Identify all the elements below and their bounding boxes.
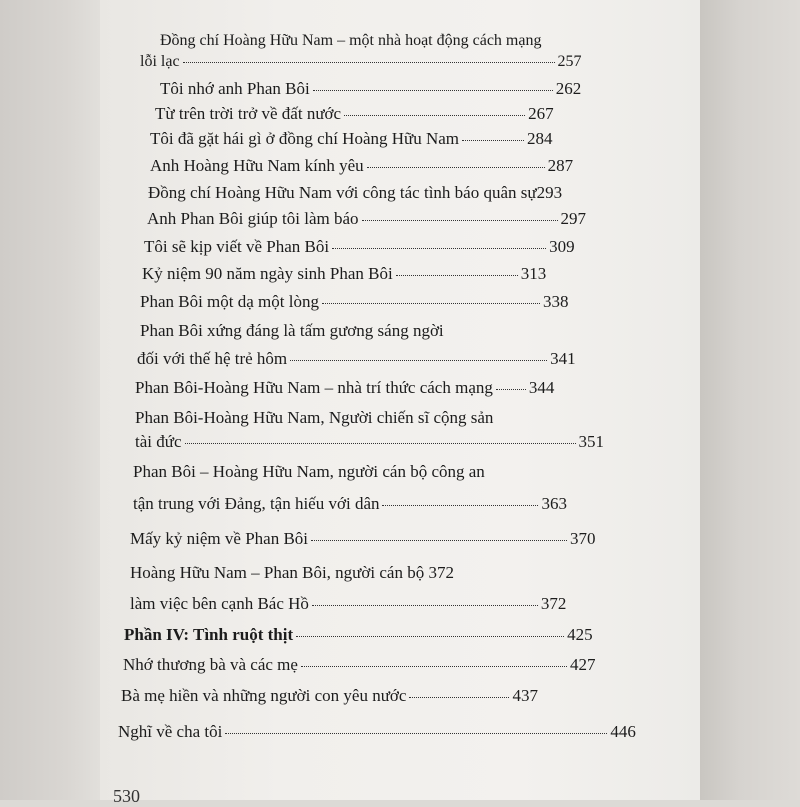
toc-entry: Nhớ thương bà và các mẹ 427 <box>123 655 596 674</box>
page-number: 370 <box>570 529 596 548</box>
toc-entry-text: Phan Bôi-Hoàng Hữu Nam, Người chiến sĩ cộng sản <box>135 408 494 427</box>
page-number: 446 <box>610 722 636 741</box>
dot-leader <box>225 733 607 734</box>
toc-entry: Tôi nhớ anh Phan Bôi 262 <box>160 79 582 98</box>
dot-leader <box>290 360 547 361</box>
toc-entry: làm việc bên cạnh Bác Hồ 372 <box>130 594 567 613</box>
dot-leader <box>296 636 564 637</box>
section-heading: Phần IV: Tình ruột thịt 425 <box>124 625 593 644</box>
dot-leader <box>185 443 576 444</box>
toc-entry-text: Đồng chí Hoàng Hữu Nam – một nhà hoạt động cách mạng <box>160 32 542 49</box>
toc-entry: Anh Hoàng Hữu Nam kính yêu 287 <box>150 156 574 175</box>
page-number: 363 <box>541 494 567 513</box>
dot-leader <box>332 248 546 249</box>
dot-leader <box>312 605 538 606</box>
toc-entry: đối với thế hệ trẻ hôm 341 <box>137 349 576 368</box>
dot-leader <box>344 115 525 116</box>
toc-entry-text: Hoàng Hữu Nam – Phan Bôi, người cán bộ 372 <box>130 563 454 582</box>
page-number: 293 <box>536 183 563 202</box>
page-number: 341 <box>550 349 576 368</box>
page-number: 297 <box>560 209 587 228</box>
dot-leader <box>362 220 558 221</box>
footer-page-number: 530 <box>113 786 140 806</box>
toc-entry: Anh Phan Bôi giúp tôi làm báo 297 <box>147 209 587 228</box>
dot-leader <box>462 140 524 141</box>
dot-leader <box>409 697 509 698</box>
page-number: 262 <box>555 79 582 98</box>
toc-entry: Đồng chí Hoàng Hữu Nam với công tác tình báo quân sự 293 <box>148 183 563 202</box>
toc-entry: Phan Bôi một dạ một lòng 338 <box>140 292 569 311</box>
toc-entry: tài đức 351 <box>135 432 605 451</box>
dot-leader <box>322 303 540 304</box>
page-number: 313 <box>520 264 547 283</box>
toc-entry: Kỷ niệm 90 năm ngày sinh Phan Bôi 313 <box>142 264 547 283</box>
page-number: 351 <box>578 432 605 451</box>
toc-entry: Tôi đã gặt hái gì ở đồng chí Hoàng Hữu Nam 284 <box>150 129 553 148</box>
dot-leader <box>396 275 518 276</box>
toc-entry: Bà mẹ hiền và những người con yêu nước 437 <box>121 686 538 705</box>
toc-entry: Phan Bôi-Hoàng Hữu Nam – nhà trí thức cách mạng 344 <box>135 378 555 397</box>
dot-leader <box>313 90 553 91</box>
toc-entry: Nghĩ về cha tôi 446 <box>118 722 636 741</box>
page-number: 309 <box>549 237 575 256</box>
dot-leader <box>301 666 567 667</box>
page-number: 437 <box>512 686 538 705</box>
page-number: 338 <box>542 292 569 311</box>
page-number: 287 <box>547 156 574 175</box>
page-number: 425 <box>567 625 593 644</box>
toc-entry: Mấy kỷ niệm về Phan Bôi 370 <box>130 529 596 548</box>
dot-leader <box>382 505 538 506</box>
toc-entry: Tôi sẽ kịp viết về Phan Bôi 309 <box>144 237 575 256</box>
toc-entry: tận trung với Đảng, tận hiếu với dân 363 <box>133 494 567 513</box>
dot-leader <box>496 389 526 390</box>
toc-entry-text: Phan Bôi xứng đáng là tấm gương sáng ngời <box>140 321 444 340</box>
page-number: 427 <box>569 655 596 674</box>
page-number: 344 <box>528 378 555 397</box>
page-number: 267 <box>528 104 554 123</box>
dot-leader <box>367 167 545 168</box>
page-number: 372 <box>540 594 567 613</box>
dot-leader <box>183 62 555 63</box>
toc-entry-text: Phan Bôi – Hoàng Hữu Nam, người cán bộ công an <box>133 462 485 481</box>
toc-entry: lỗi lạc 257 <box>140 53 582 70</box>
dot-leader <box>311 540 567 541</box>
page-number: 284 <box>527 129 553 148</box>
page-number: 257 <box>557 53 582 70</box>
toc-entry: Từ trên trời trở về đất nước 267 <box>155 104 554 123</box>
